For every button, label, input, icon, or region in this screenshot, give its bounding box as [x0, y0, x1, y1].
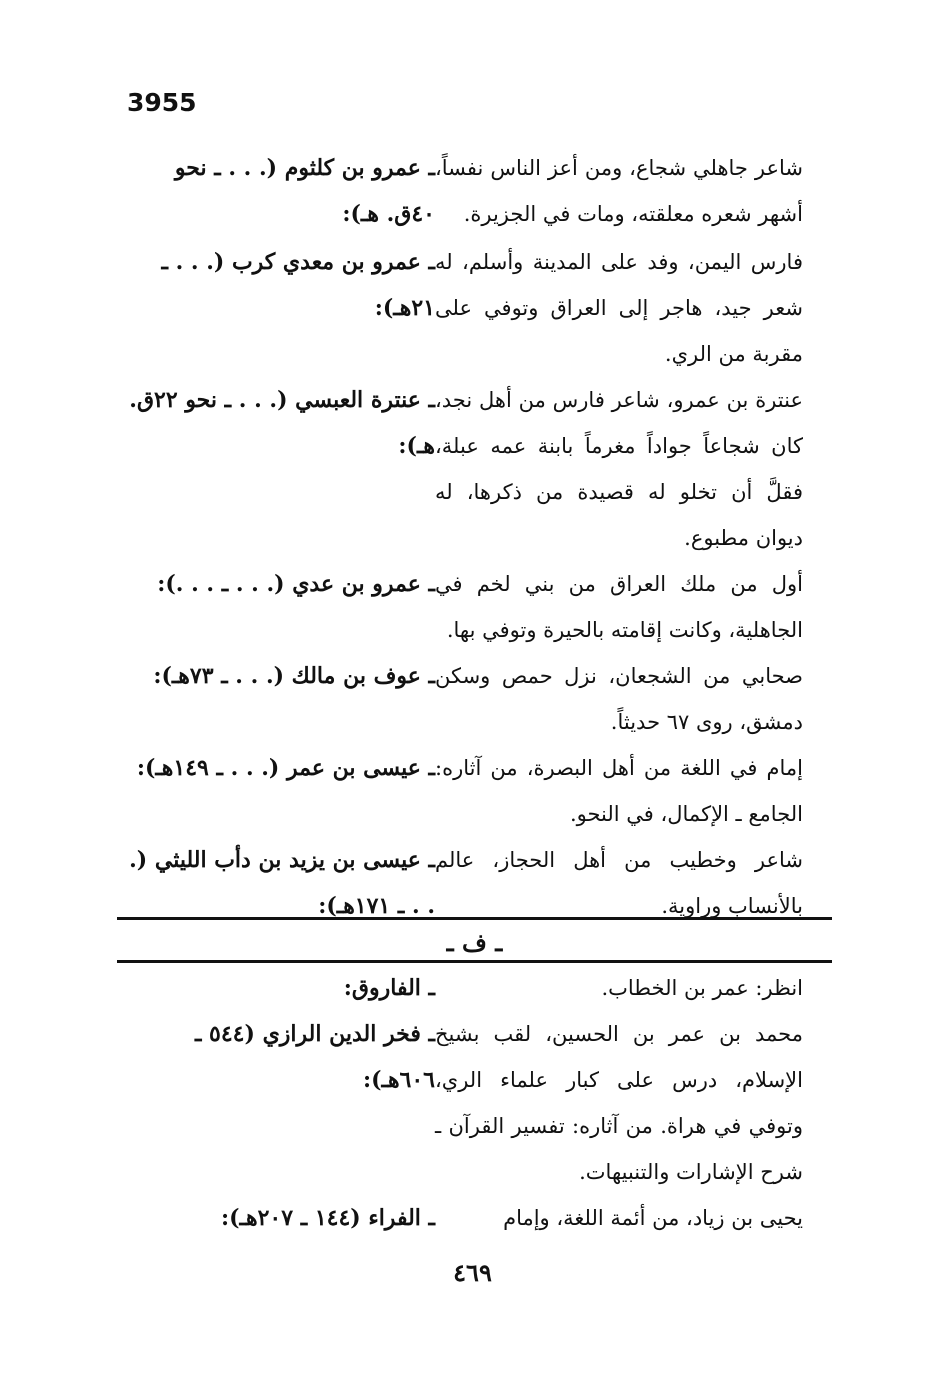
- page-number-top: 3955: [127, 88, 197, 117]
- entry-awf-ibn-malik: [120, 653, 830, 745]
- entry-description: شاعر جاهلي شجاع، ومن أعز الناس نفساً، أشهر شعره معلقته، ومات في الجزيرة.: [435, 156, 803, 226]
- divider-bottom: [117, 960, 832, 963]
- entry-description: شاعر وخطيب من أهل الحجاز، عالم بالأنساب وراوية.: [435, 848, 803, 918]
- entry-al-faruq: [120, 965, 830, 1011]
- entry-al-farra: [120, 1195, 830, 1241]
- page-number-bottom: ٤٦٩: [453, 1258, 492, 1287]
- entry-description: عنترة بن عمرو، شاعر فارس من أهل نجد، كان شجاعاً جواداً مغرماً بابنة عمه عبلة، فقلَّ أن تخلو له قصيدة من ذكرها، له ديوان مطبوع.: [435, 388, 803, 550]
- entry-description: محمد بن عمر بن الحسين، لقب بشيخ الإسلام، درس على كبار علماء الري، وتوفي في هراة. من آثاره: تفسير القرآن ـ شرح الإشارات والتنبيهات.: [435, 1022, 803, 1184]
- entries-section-fa: [120, 965, 830, 1241]
- entry-amr-ibn-adi: [120, 561, 830, 653]
- entry-antara-al-absi: [120, 377, 830, 561]
- entry-description: يحيى بن زياد، من أئمة اللغة، وإمام: [503, 1206, 803, 1230]
- entry-isa-ibn-yazid: [120, 837, 830, 929]
- entry-term: ـ الفراء (١٤٤ ـ ٢٠٧هـ):: [221, 1205, 435, 1231]
- entry-fakhr-al-din-al-razi: [120, 1011, 830, 1195]
- entry-term: ـ فخر الدين الرازي (٥٤٤ ـ ٦٠٦هـ):: [194, 1021, 435, 1093]
- entry-term: ـ عنترة العبسي (. . . ـ نحو ٢٢ق. هـ):: [129, 387, 435, 459]
- entry-description: انظر: عمر بن الخطاب.: [601, 976, 803, 1000]
- divider-top: [117, 917, 832, 920]
- entry-term: ـ عوف بن مالك (. . . ـ ٧٣هـ):: [153, 663, 435, 689]
- entry-amr-ibn-kulthum: [120, 145, 830, 239]
- entry-description: صحابي من الشجعان، نزل حمص وسكن دمشق، روى ٦٧ حديثاً.: [435, 664, 803, 734]
- entry-term: ـ الفاروق:: [343, 975, 435, 1001]
- entry-description: فارس اليمن، وفد على المدينة وأسلم، له شعر جيد، هاجر إلى العراق وتوفي على مقربة من الري.: [435, 250, 803, 366]
- entry-term: ـ عمرو بن عدي (. . . ـ . . .):: [157, 571, 435, 597]
- entry-description: إمام في اللغة من أهل البصرة، من آثاره: الجامع ـ الإكمال، في النحو.: [435, 756, 803, 826]
- entry-term: ـ عيسى بن يزيد بن دأب الليثي (. . . ـ ١٧١هـ):: [129, 847, 435, 919]
- entries-section-ain: [120, 145, 830, 929]
- entry-term: ـ عمرو بن معدي كرب (. . . ـ ٢١هـ):: [161, 249, 435, 321]
- entry-term: ـ عمرو بن كلثوم (. . . ـ نحو ٤٠ق. هـ):: [174, 155, 435, 227]
- entry-term: ـ عيسى بن عمر (. . . ـ ١٤٩هـ):: [136, 755, 435, 781]
- entry-isa-ibn-umar: [120, 745, 830, 837]
- letter-heading-fa: ـ ف ـ: [446, 928, 503, 957]
- entry-description: أول من ملك العراق من بني لخم في الجاهلية، وكانت إقامته بالحيرة وتوفي بها.: [435, 572, 803, 642]
- entry-amr-ibn-madi-karib: [120, 239, 830, 377]
